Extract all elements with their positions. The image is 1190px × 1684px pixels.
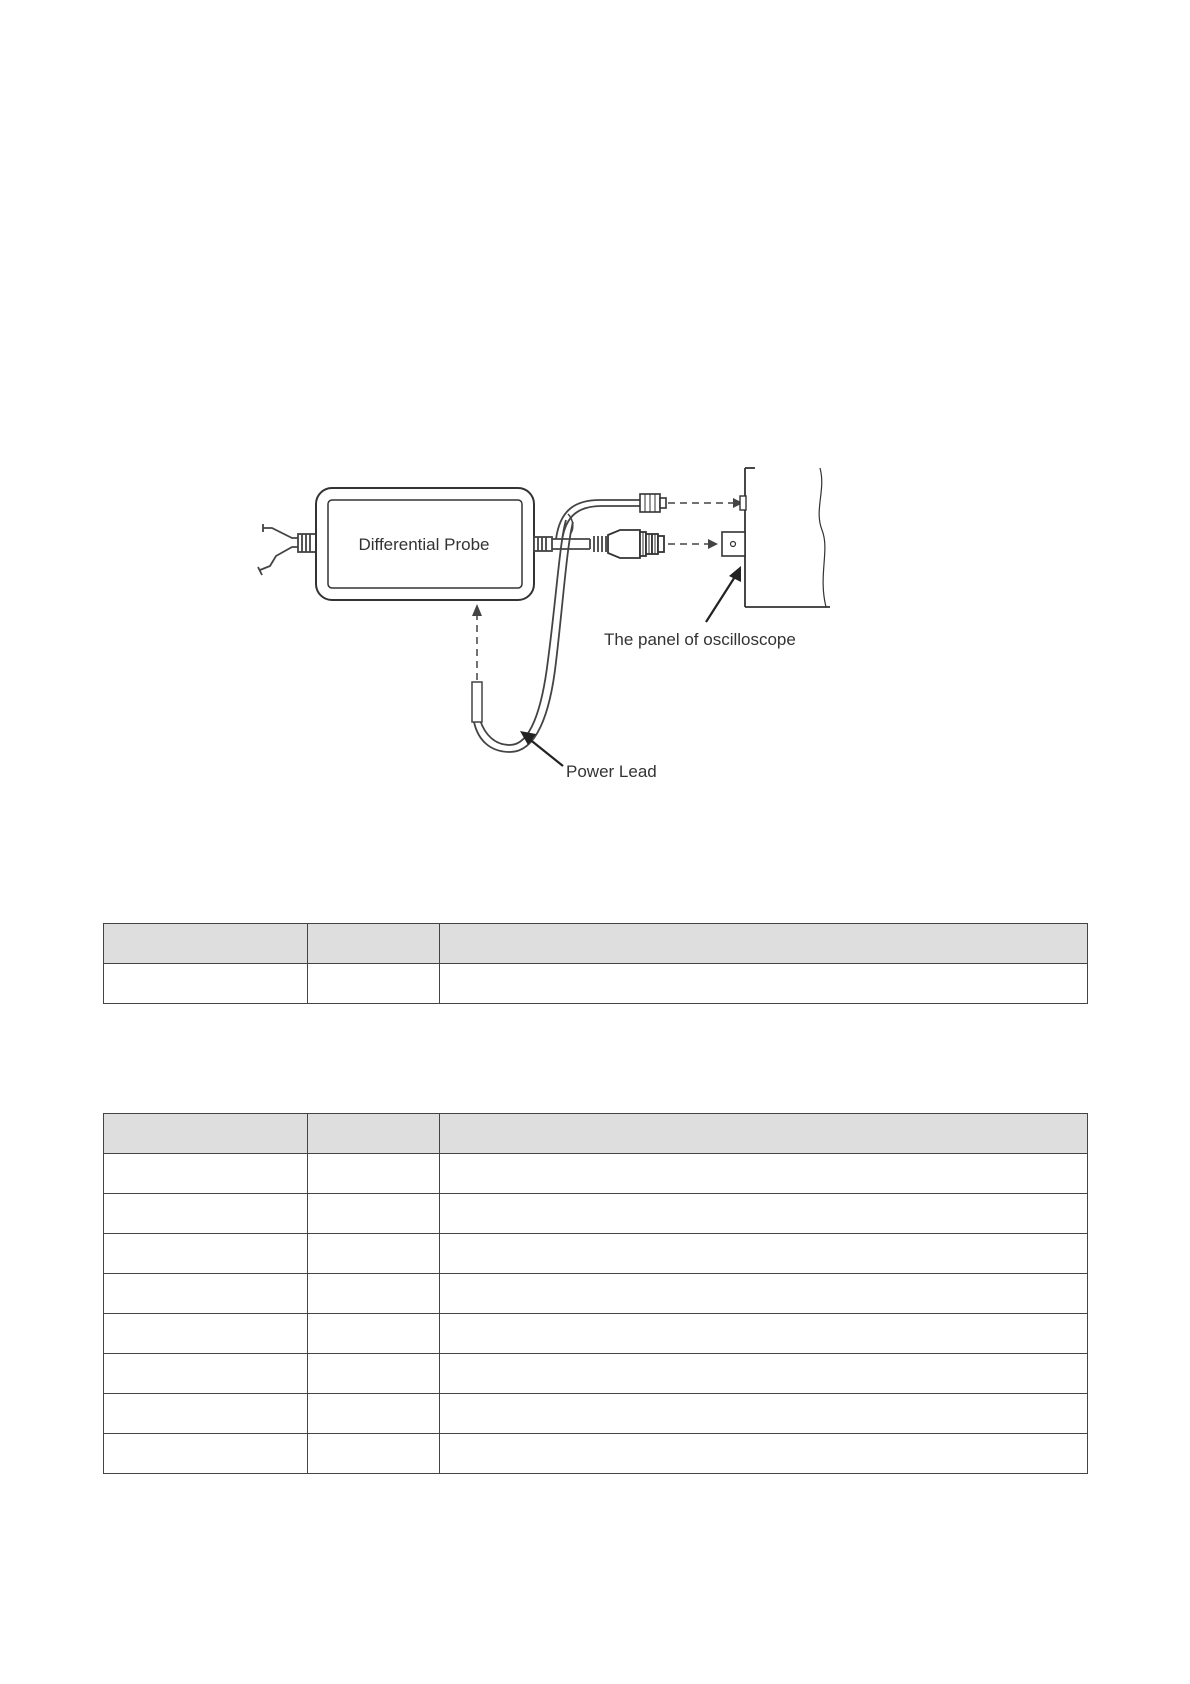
table-cell [104,1354,308,1394]
table-row [104,1434,1088,1474]
table-row [104,1194,1088,1234]
panel-pointer [706,572,738,622]
table-header-row [104,1114,1088,1154]
probe-label: Differential Probe [358,535,490,554]
lead-pointer [528,738,563,766]
table-cell [104,1434,308,1474]
aux-connector [640,494,666,512]
table-cell [308,1314,440,1354]
table-header-cell [104,1114,308,1154]
table-header-cell [308,924,440,964]
lead-label: Power Lead [566,762,657,781]
table-row [104,1394,1088,1434]
connection-diagram [0,0,1190,820]
panel-label: The panel of oscilloscope [604,630,796,649]
table-cell [440,1394,1088,1434]
table-header-cell [440,1114,1088,1154]
table-cell [440,1354,1088,1394]
table-cell [104,1234,308,1274]
table-cell [104,1314,308,1354]
table-cell [440,1274,1088,1314]
table-cell [104,1154,308,1194]
panel-pointer-head [729,566,741,582]
table-cell [440,1154,1088,1194]
bnc-connector [608,530,664,558]
table-cell [308,1194,440,1234]
table-cell [308,1394,440,1434]
table-cell [440,1194,1088,1234]
table-header-cell [440,924,1088,964]
table-row [104,1354,1088,1394]
probe-clip-leads [258,524,316,575]
table-row [104,1234,1088,1274]
table-cell [308,1234,440,1274]
table-cell [308,1274,440,1314]
table-cell [440,964,1088,1004]
table-cell [308,964,440,1004]
power-arrow [472,604,482,680]
table-cell [440,1434,1088,1474]
table-cell [104,1194,308,1234]
table-cell [104,1394,308,1434]
table-row [104,1154,1088,1194]
table-header-row [104,924,1088,964]
table-row [104,1274,1088,1314]
table-cell [308,1434,440,1474]
table-cell [440,1234,1088,1274]
table-cell [104,964,308,1004]
table-row [104,1314,1088,1354]
table-header-cell [308,1114,440,1154]
spec-table-2 [103,1113,1088,1474]
connection-diagram-svg [0,0,1190,820]
table-cell [104,1274,308,1314]
table-cell [440,1314,1088,1354]
table-row [104,964,1088,1004]
table-cell [308,1154,440,1194]
table-header-cell [104,924,308,964]
spec-table-1 [103,923,1088,1004]
oscilloscope-panel [722,468,830,607]
table-cell [308,1354,440,1394]
